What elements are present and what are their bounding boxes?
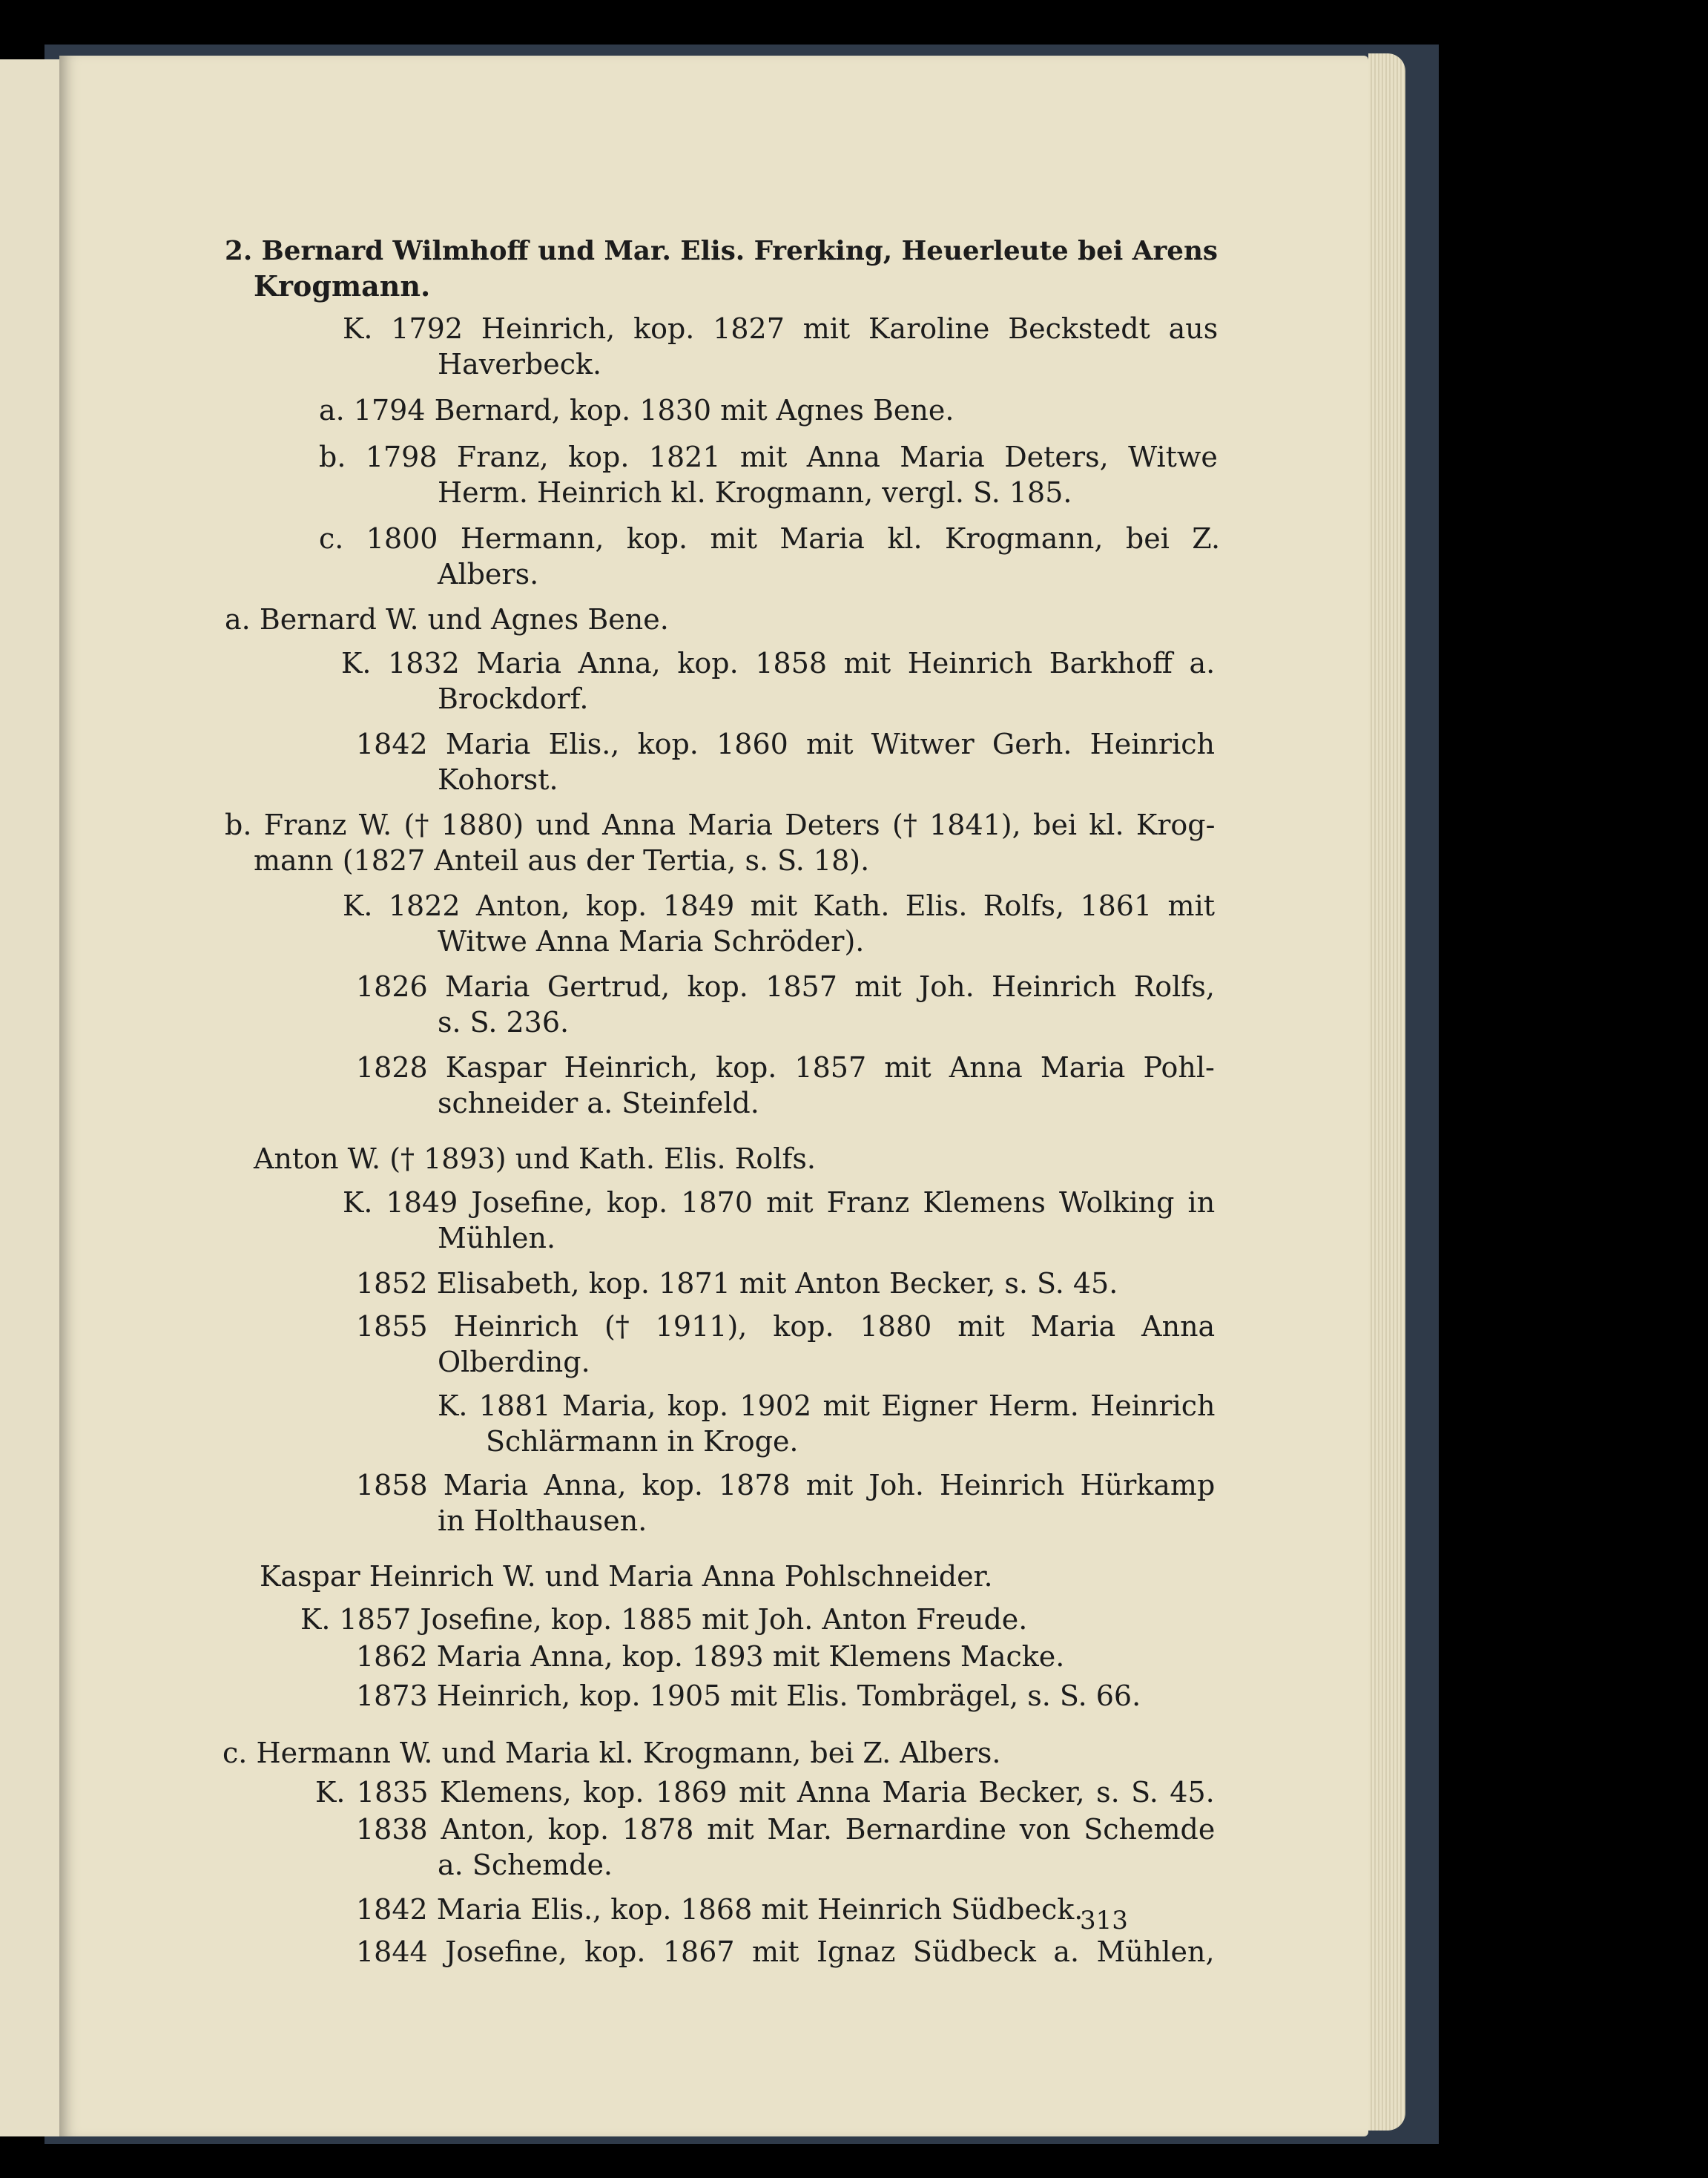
page-edges — [1368, 53, 1405, 2131]
text-line: 1858 Maria Anna, kop. 1878 mit Joh. Heinrich Hürkamp — [356, 1469, 1216, 1501]
text-line: c. 1800 Hermann, kop. mit Maria kl. Krogmann, bei Z. — [319, 522, 1221, 555]
text-line: Kaspar Heinrich W. und Maria Anna Pohlschneider. — [260, 1560, 993, 1593]
previous-page-edge — [0, 59, 59, 2136]
text-line: 1826 Maria Gertrud, kop. 1857 mit Joh. Heinrich Rolfs, — [356, 970, 1215, 1003]
text-line: 1838 Anton, kop. 1878 mit Mar. Bernardine von Schemde — [356, 1813, 1216, 1846]
text-line: 1842 Maria Elis., kop. 1860 mit Witwer Gerh. Heinrich — [356, 728, 1215, 760]
text-line: K. 1849 Josefine, kop. 1870 mit Franz Klemens Wolking in — [343, 1186, 1216, 1219]
text-line: K. 1835 Klemens, kop. 1869 mit Anna Maria Becker, s. S. 45. — [315, 1776, 1215, 1809]
text-line: 1873 Heinrich, kop. 1905 mit Elis. Tombrägel, s. S. 66. — [356, 1679, 1141, 1712]
text-line: K. 1832 Maria Anna, kop. 1858 mit Heinrich Barkhoff a. — [341, 647, 1216, 680]
text-line: a. Schemde. — [438, 1849, 613, 1881]
text-line: 1842 Maria Elis., kop. 1868 mit Heinrich Südbeck. — [356, 1893, 1084, 1926]
text-line: Albers. — [438, 558, 539, 590]
text-line: a. 1794 Bernard, kop. 1830 mit Agnes Bene. — [319, 394, 954, 427]
text-line: K. 1792 Heinrich, kop. 1827 mit Karoline Beckstedt aus — [343, 312, 1219, 345]
text-line: 1844 Josefine, kop. 1867 mit Ignaz Südbeck a. Mühlen, — [356, 1935, 1215, 1968]
text-line: s. S. 236. — [438, 1006, 570, 1039]
text-line: Brockdorf. — [438, 682, 589, 715]
page-text — [59, 56, 1368, 2136]
text-line: b. 1798 Franz, kop. 1821 mit Anna Maria Deters, Witwe — [319, 441, 1218, 473]
text-line: 2. Bernard Wilmhoff und Mar. Elis. Frerking, Heuerleute bei Arens — [225, 235, 1218, 266]
text-line: c. Hermann W. und Maria kl. Krogmann, bei Z. Albers. — [222, 1737, 1001, 1769]
text-line: Herm. Heinrich kl. Krogmann, vergl. S. 185. — [438, 476, 1072, 509]
text-line: Anton W. († 1893) und Kath. Elis. Rolfs. — [254, 1142, 816, 1175]
text-line: 1828 Kaspar Heinrich, kop. 1857 mit Anna Maria Pohl- — [356, 1051, 1215, 1084]
text-line: K. 1822 Anton, kop. 1849 mit Kath. Elis. Rolfs, 1861 mit — [343, 889, 1215, 922]
text-line: Kohorst. — [438, 763, 558, 796]
text-line: 1852 Elisabeth, kop. 1871 mit Anton Becker, s. S. 45. — [356, 1267, 1118, 1300]
book-page — [59, 56, 1368, 2136]
text-line: 1855 Heinrich († 1911), kop. 1880 mit Maria Anna — [356, 1310, 1216, 1343]
text-line: in Holthausen. — [438, 1504, 647, 1537]
text-line: Haverbeck. — [438, 348, 602, 381]
text-line: mann (1827 Anteil aus der Tertia, s. S. 18). — [254, 844, 870, 877]
text-line: schneider a. Steinfeld. — [438, 1087, 759, 1119]
text-line: K. 1881 Maria, kop. 1902 mit Eigner Herm. Heinrich — [438, 1389, 1216, 1422]
text-line: Mühlen. — [438, 1222, 556, 1254]
text-line: Witwe Anna Maria Schröder). — [438, 925, 865, 958]
text-line: b. Franz W. († 1880) und Anna Maria Deters († 1841), bei kl. Krog- — [225, 809, 1216, 841]
text-line: Krogmann. — [254, 269, 431, 303]
text-line: a. Bernard W. und Agnes Bene. — [225, 603, 669, 636]
text-line: Schlärmann in Kroge. — [486, 1425, 799, 1458]
text-line: Olberding. — [438, 1346, 590, 1378]
text-line: K. 1857 Josefine, kop. 1885 mit Joh. Anton Freude. — [300, 1603, 1028, 1636]
text-line: 1862 Maria Anna, kop. 1893 mit Klemens Macke. — [356, 1640, 1065, 1673]
page-number: 313 — [1080, 1906, 1128, 1935]
